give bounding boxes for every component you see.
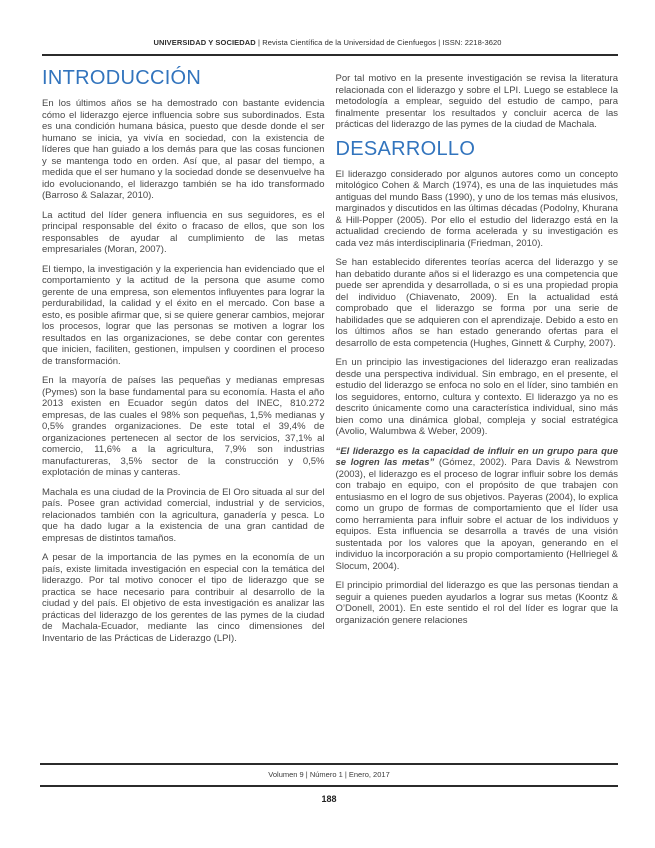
paragraph: La actitud del líder genera influencia en sus seguidores, es el principal responsable del éxito o fracaso de ellos, que son los responsables de ayudar al cumplimiento de las metas empresariales (Moran, 2007). bbox=[42, 209, 325, 255]
paragraph: Por tal motivo en la presente investigación se revisa la literatura relacionada con el liderazgo y sobre el LPI. Luego se establece la metodología a emplear, seguido del estudio de campo, para finalmente presentar los resultados y concluir acerca de las prácticas del liderazgo de las pymes de la ciudad de Machala. bbox=[335, 73, 618, 130]
page-number: 188 bbox=[321, 794, 337, 804]
journal-subtitle: | Revista Científica de la Universidad de Cienfuegos | ISSN: 2218-3620 bbox=[255, 38, 502, 47]
paragraph: El tiempo, la investigación y la experiencia han evidenciado que el comportamiento y la actitud de la persona que asume como gerente de una empresa, son elementos influyentes para lograr la perdurabilidad, la calidad y el éxito en el mercado. Con base a esto, es posible afirmar que, si se quiere generar cambios, mejorar los procesos, lograr que las personas se motiven a lograr los resultados en las organizaciones, se debe contar con gerentes que inicien, faciliten, gestionen, impulsen y coordinen el proceso de transformación. bbox=[42, 263, 325, 367]
header-rule bbox=[42, 54, 618, 56]
paragraph: Machala es una ciudad de la Provincia de El Oro situada al sur del país. Posee gran actividad comercial, industrial y de servicios, relacionados también con la agricultura, ganadería y pesca. Lo que ha dado lugar a la existencia de una gran cantidad de empresas de distintos tamaños. bbox=[42, 486, 325, 544]
footer-rule-bottom bbox=[40, 785, 618, 787]
paragraph: El principio primordial del liderazgo es que las personas tiendan a seguir a quienes pueden ayudarlos a lograr sus metas (Koontz & O’Donell, 2001). En este sentido el rol del líder es lograr que la organización genere relaciones bbox=[335, 580, 618, 626]
section-heading-desarrollo: DESARROLLO bbox=[335, 137, 476, 160]
left-column bbox=[42, 61, 325, 652]
paragraph: En un principio las investigaciones del liderazgo eran realizadas desde una perspectiva individual. Sin embrago, en el presente, el estudio del liderazgo se enfoca no solo en el líder, sino también en los seguidores, entorno, cultura y contexto. El liderazgo ya no es descrito únicamente como una característica individual, sino más bien como una dinámica global, compleja y social estratégica (Avolio, Walumbwa & Weber, 2009). bbox=[335, 357, 618, 437]
quote-text: “El liderazgo es la capacidad de influir en un grupo para que se logren las metas” bbox=[335, 445, 618, 468]
paragraph: El liderazgo considerado por algunos autores como un concepto mitológico Cohen & March (1974), es una de las inquietudes más antiguas del mundo Bass (1990), y uno de los temas más elusivos, marginados y discutidos en las últimas décadas (Podolny, Khurana & Hill-Popper (2005). Por ello el estudio del liderazgo está en la actualidad creciendo de forma acelerada y su investigación es cada vez más interdisciplinaria (Friedman, 2010). bbox=[335, 168, 618, 249]
right-column bbox=[336, 61, 619, 652]
paragraph: En los últimos años se ha demostrado con bastante evidencia cómo el liderazgo ejerce influencia sobre sus subordinados. Esta es una condición humana básica, puesto que desde donde el ser humano se inicia, ya vivía en sociedad, con la existencia de líderes que han guiado a los demás para que las cosas funcionen y se mantenga todo en orden. Así que, al pasar del tiempo, a medida que el ser humano y la sociedad donde se desenvuelve ha ido evolucionando, el liderazgo también se ha ido transformado (Barroso & Salazar, 2010). bbox=[42, 98, 325, 201]
quote-paragraph bbox=[336, 446, 619, 573]
page-footer bbox=[40, 763, 618, 804]
journal-name: UNIVERSIDAD Y SOCIEDAD bbox=[153, 38, 256, 47]
quote-continuation: (Gómez, 2002). Para Davis & Newstrom (2003), el liderazgo es el proceso de lograr influir sobre los demás con trabajo en equipo, con el propósito de que trabajen con entusiasmo en el logro de sus objetivos. Payeras (2004), lo explica como un grupo de formas de comportamiento que el líder usa como herramienta para influir sobre el actuar de los individuos y equipos. Esta influencia se desarrolla a través de una visión sustentada por los valores que la apoyan, generando en el individuo la incorporación a su propio comportamiento (Hellriegel & Slocum, 2004). bbox=[335, 457, 618, 572]
paragraph: A pesar de la importancia de las pymes en la economía de un país, existe limitada investigación en especial con la temática del liderazgo. Por tal motivo conocer el tipo de liderazgo que se practica se hace necesario para contribuir al desarrollo de la ciudad y del país. El objetivo de esta investigación es analizar las prácticas del liderazgo de los gerentes de las pymes de la ciudad de Machala-Ecuador, mediante las cinco dimensiones del Inventario de las Prácticas de Liderazgo (LPI). bbox=[42, 552, 325, 644]
volume-info: Volumen 9 | Número 1 | Enero, 2017 bbox=[268, 770, 390, 779]
two-column-body bbox=[42, 61, 618, 652]
paragraph: En la mayoría de países las pequeñas y medianas empresas (Pymes) son la base fundamental para su economía. Hasta el año 2013 existen en Ecuador según datos del INEC, 810.272 empresas, de las cuales el 98% son pequeñas, 1,5% medianas y 0,5% grandes organizaciones. De este total el 39,4% de organizaciones pertenecen al sector de los servicios, 37,1% al comercio, 11,6% a la agricultura, 7,9% son industrias manufactureras, 3,5% sector de la construcción y 0,5% explotación de minas y canteras. bbox=[42, 375, 325, 478]
paragraph: Se han establecido diferentes teorías acerca del liderazgo y se han debatido durante años si el liderazgo es una competencia que puede ser aprendida y desarrollada, o si es una propiedad propia del individuo (Chiavenato, 2009). En la actualidad está comprobado que el liderazgo se forma por una serie de habilidades que se adquieren con el aprendizaje. Debido a esto en los últimos años se han estado generando ofertas para el desarrollo de esta competencia (Hughes, Ginnett & Curphy, 2007). bbox=[335, 257, 618, 349]
section-heading-introduccion: INTRODUCCIÓN bbox=[42, 67, 202, 89]
running-head bbox=[40, 38, 615, 47]
